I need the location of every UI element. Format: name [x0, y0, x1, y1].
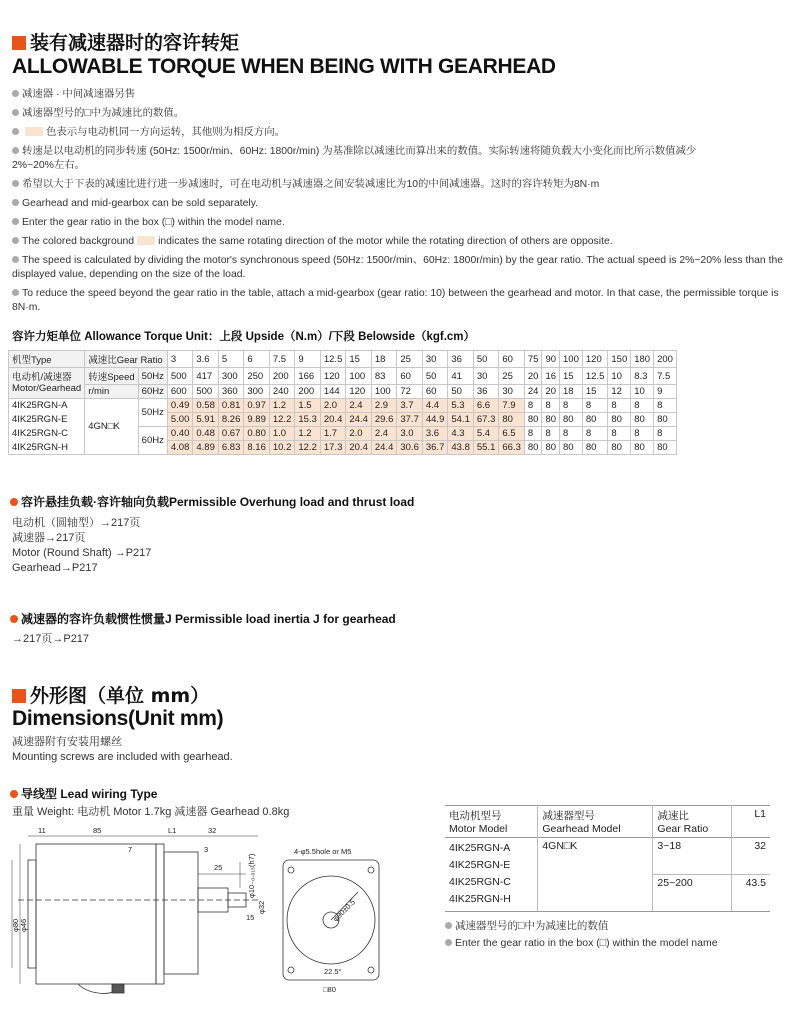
torque-60-kgf-cell: 80	[542, 441, 560, 455]
speed-50-cell: 15	[560, 368, 583, 385]
speed-60-cell: 240	[269, 385, 295, 399]
speed-60-cell: 10	[631, 385, 654, 399]
torque-60-kgf-cell: 80	[582, 441, 608, 455]
gearhead-front-view	[283, 860, 379, 980]
motor-model-header	[445, 806, 538, 838]
torque-50-nm-cell: 8	[542, 399, 560, 413]
note-4b: 2%~20%左右。	[12, 160, 86, 171]
torque-60-nm-cell: 0.67	[218, 427, 244, 441]
torque-50-nm-cell: 2.4	[346, 399, 372, 413]
note-e2-text: Enter the gear ratio in the box (□) within the model name.	[22, 217, 285, 228]
note-5	[12, 178, 792, 192]
model-table-header	[445, 806, 770, 838]
torque-50-kgf-cell: 29.6	[371, 413, 397, 427]
torque-60-kgf-cell: 4.89	[193, 441, 219, 455]
orange-dot-icon	[10, 498, 18, 506]
speed-60-cell: 36	[473, 385, 499, 399]
l1-cell-2: 43.5	[732, 875, 770, 912]
model-cell: 4IK25RGN-A	[9, 399, 85, 413]
speed-60-cell: 30	[499, 385, 525, 399]
speed-50-cell: 83	[371, 368, 397, 385]
note-3	[12, 126, 792, 140]
model-table-wrap	[445, 805, 770, 952]
torque-50-kgf-cell: 80	[560, 413, 583, 427]
motor-model: 4IK25RGN-C	[449, 876, 511, 888]
torque-60-kgf-cell: 17.3	[320, 441, 346, 455]
torque-60-nm-cell: 3.0	[397, 427, 423, 441]
note-e5-text: To reduce the speed beyond the gear ratio in the table, attach a mid-gearbox (gear ratio: 10) between the gearhead and motor. In that case, the permissible torque is 8N·m.	[12, 288, 779, 313]
torque-50-nm-cell: 0.81	[218, 399, 244, 413]
torque-50-kgf-cell: 15.3	[295, 413, 321, 427]
speed-60-cell: 300	[244, 385, 270, 399]
bullet-icon	[445, 939, 452, 946]
dim-85: 85	[93, 826, 102, 835]
overhung-refs	[12, 516, 151, 576]
dimensions-notes	[12, 735, 233, 765]
torque-60-kgf-cell: 80	[560, 441, 583, 455]
lead-title-text: 导线型 Lead wiring Type	[21, 787, 158, 801]
note-e1	[12, 197, 792, 211]
torque-50-nm-cell: 8	[631, 399, 654, 413]
torque-60-kgf-cell: 66.3	[499, 441, 525, 455]
ratio-cell: 150	[608, 351, 631, 368]
motor-gear-en: Motor/Gearhead	[12, 383, 82, 394]
torque-table	[8, 350, 677, 455]
model-cell: 4IK25RGN-C	[9, 427, 85, 441]
speed-60-cell: 100	[371, 385, 397, 399]
speed-60-row	[9, 385, 677, 399]
model-table	[445, 805, 770, 912]
overhung-ref-4: Gearhead→P217	[12, 562, 98, 574]
hz60-cell: 60Hz	[138, 427, 167, 455]
ratio-cell: 9	[295, 351, 321, 368]
speed-50-cell: 60	[397, 368, 423, 385]
torque-50-nm-cell: 0.97	[244, 399, 270, 413]
color-swatch	[137, 236, 155, 245]
speed-60-cell: 72	[397, 385, 423, 399]
torque-60-kgf-cell: 24.4	[371, 441, 397, 455]
torque-60-nm-cell: 8	[582, 427, 608, 441]
speed-50-cell: 7.5	[654, 368, 677, 385]
color-swatch	[25, 127, 43, 136]
torque-60-nm-cell: 8	[654, 427, 677, 441]
dim-phi80: φ80	[11, 918, 20, 932]
gearhead-body	[164, 852, 198, 974]
speed-50-cell: 25	[499, 368, 525, 385]
torque-60-kgf-cell: 6.83	[218, 441, 244, 455]
speed-50-cell: 8.3	[631, 368, 654, 385]
dim-32: 32	[208, 826, 217, 835]
torque-50-kgf-cell: 80	[631, 413, 654, 427]
dim-7: 7	[128, 845, 133, 854]
orange-square-icon	[12, 36, 26, 50]
overhung-title-text: 容许悬挂负载·容许轴向负载Permissible Overhung load and thrust load	[21, 495, 415, 509]
torque-60-kgf-cell: 30.6	[397, 441, 423, 455]
torque-50-nm-cell: 0.58	[193, 399, 219, 413]
gear-model-cell: 4GN□K	[538, 838, 653, 912]
lead-title	[10, 785, 157, 802]
pcd-label: φ90±0.5	[331, 897, 358, 924]
dim-3: 3	[204, 845, 209, 854]
torque-60-nm-cell: 8	[560, 427, 583, 441]
inertia-title	[10, 610, 396, 627]
torque-50-nm-cell: 8	[524, 399, 542, 413]
torque-50-kgf-cell: 54.1	[448, 413, 474, 427]
speed-50-cell: 120	[320, 368, 346, 385]
bullet-icon	[445, 922, 452, 929]
connector	[112, 984, 124, 993]
speed-60-cell: 120	[346, 385, 372, 399]
torque-60-kgf-cell: 36.7	[422, 441, 448, 455]
torque-50-kgf-cell: 24.4	[346, 413, 372, 427]
torque-50-kgf-cell: 8.26	[218, 413, 244, 427]
motor-model: 4IK25RGN-A	[449, 842, 511, 854]
gear-model-cn: 减速器型号	[542, 810, 595, 822]
torque-60-nm-cell: 5.4	[473, 427, 499, 441]
dimensions-title-en: Dimensions(Unit mm)	[12, 707, 224, 730]
torque-60-kgf-cell: 55.1	[473, 441, 499, 455]
torque-60-nm-cell: 0.80	[244, 427, 270, 441]
model-cell: 4IK25RGN-H	[9, 441, 85, 455]
dim-11: 11	[38, 826, 46, 835]
torque-row	[9, 399, 677, 413]
torque-50-nm-cell: 8	[654, 399, 677, 413]
ratio-cell: 6	[244, 351, 270, 368]
ratio-cell: 90	[542, 351, 560, 368]
footnote-2-text: Enter the gear ratio in the box (□) within the model name	[455, 937, 718, 949]
dim-L1: L1	[168, 826, 177, 835]
hz50-label: 50Hz	[138, 368, 167, 385]
torque-50-nm-cell: 1.2	[269, 399, 295, 413]
section-title-en: ALLOWABLE TORQUE WHEN BEING WITH GEARHEAD	[12, 55, 556, 78]
speed-60-cell: 600	[167, 385, 193, 399]
motor-model: 4IK25RGN-H	[449, 893, 511, 905]
motor-model-en: Motor Model	[449, 823, 508, 835]
note-2	[12, 107, 792, 121]
inertia-ref: →217页→P217	[12, 633, 90, 645]
speed-50-cell: 100	[346, 368, 372, 385]
torque-50-kgf-cell: 9.89	[244, 413, 270, 427]
note-4	[12, 145, 792, 159]
motor-gear-cn: 电动机/减速器	[12, 372, 72, 383]
torque-50-nm-cell: 5.3	[448, 399, 474, 413]
torque-50-kgf-cell: 12.2	[269, 413, 295, 427]
ratio-cell: 180	[631, 351, 654, 368]
ratio-header: 减速比Gear Ratio	[85, 351, 168, 368]
dimensions-note-en: Mounting screws are included with gearhead.	[12, 751, 233, 763]
speed-50-cell: 41	[448, 368, 474, 385]
l1-cell-1: 32	[732, 838, 770, 875]
dim-15: 15	[246, 913, 255, 922]
speed-60-cell: 15	[582, 385, 608, 399]
ratio-cell: 36	[448, 351, 474, 368]
bullet-icon	[12, 218, 19, 225]
dimension-lines	[12, 836, 258, 984]
speed-50-row	[9, 368, 677, 385]
gearhead-cell: 4GN□K	[85, 399, 138, 455]
torque-50-nm-cell: 1.5	[295, 399, 321, 413]
square-80-label: □80	[323, 985, 336, 994]
orange-dot-icon	[10, 615, 18, 623]
speed-60-cell: 60	[422, 385, 448, 399]
torque-60-nm-cell: 8	[542, 427, 560, 441]
dimension-drawing	[8, 822, 388, 1012]
motor-model-cn: 电动机型号	[449, 810, 502, 822]
motor-model: 4IK25RGN-E	[449, 859, 511, 871]
note-5-text: 希望以大于下表的减速比进行进一步减速时，可在电动机与减速器之间安装减速比为10的中间减速器。这时的容许转矩为8N·m	[22, 179, 600, 190]
note-e4b: displayed value, depending on the size of the load.	[12, 269, 246, 280]
speed-60-cell: 144	[320, 385, 346, 399]
motor-flange	[156, 844, 164, 984]
ratio-cell: 18	[371, 351, 397, 368]
ratio-cell: 120	[582, 351, 608, 368]
speed-60-cell: 50	[448, 385, 474, 399]
note-e4	[12, 254, 792, 268]
speed-60-cell: 20	[542, 385, 560, 399]
torque-table-wrap	[8, 350, 768, 455]
footnote-1-text: 减速器型号的□中为减速比的数值	[455, 920, 609, 932]
torque-60-nm-cell: 2.0	[346, 427, 372, 441]
speed-60-cell: 24	[524, 385, 542, 399]
model-footnotes	[445, 918, 770, 952]
overhung-title	[10, 493, 414, 510]
note-4a-text: 转速是以电动机的同步转速 (50Hz: 1500r/min、60Hz: 1800r/min) 为基准除以减速比而算出来的数值。实际转速将随负载大小变化而比所示数值减少	[22, 146, 697, 157]
ratio-cell: 75	[524, 351, 542, 368]
note-1-text: 减速器 · 中间减速器另售	[22, 89, 136, 100]
torque-60-kgf-cell: 43.8	[448, 441, 474, 455]
torque-60-kgf-cell: 20.4	[346, 441, 372, 455]
torque-60-nm-cell: 0.48	[193, 427, 219, 441]
ratio-cell-1: 3~18	[653, 838, 732, 875]
torque-50-kgf-cell: 80	[608, 413, 631, 427]
hz50-cell: 50Hz	[138, 399, 167, 427]
torque-50-nm-cell: 8	[608, 399, 631, 413]
gear-model-header	[538, 806, 653, 838]
torque-60-nm-cell: 8	[631, 427, 654, 441]
torque-50-nm-cell: 3.7	[397, 399, 423, 413]
speed-60-cell: 18	[560, 385, 583, 399]
torque-50-kgf-cell: 5.00	[167, 413, 193, 427]
bullet-icon	[12, 90, 19, 97]
bullet-icon	[12, 180, 19, 187]
torque-50-kgf-cell: 80	[524, 413, 542, 427]
gear-ratio-cn: 减速比	[657, 810, 689, 822]
note-e3	[12, 235, 792, 249]
torque-50-kgf-cell: 80	[499, 413, 525, 427]
torque-60-nm-cell: 1.0	[269, 427, 295, 441]
gear-model-en: Gearhead Model	[542, 823, 621, 835]
torque-50-kgf-cell: 80	[542, 413, 560, 427]
note-e3a-text: The colored background	[22, 236, 135, 247]
dimensions-title-cn	[12, 681, 209, 708]
note-e4a-text: The speed is calculated by dividing the motor's synchronous speed (50Hz: 1500r/min、60Hz: 1800r/min) by the gear ratio. The actual speed is 2%~20% less than the	[22, 255, 784, 266]
note-e1-text: Gearhead and mid-gearbox can be sold separately.	[22, 198, 259, 209]
torque-50-kgf-cell: 37.7	[397, 413, 423, 427]
speed-50-cell: 250	[244, 368, 270, 385]
note-2-text: 减速器型号的□中为减速比的数值。	[22, 108, 185, 119]
inertia-title-text: 减速器的容许负载惯性惯量J Permissible load inertia J for gearhead	[21, 612, 396, 626]
speed-60-cell: 360	[218, 385, 244, 399]
speed-60-cell: 9	[654, 385, 677, 399]
dimensions-note-cn: 减速器附有安装用螺丝	[12, 736, 122, 748]
ratio-cell: 30	[422, 351, 448, 368]
torque-60-kgf-cell: 80	[654, 441, 677, 455]
torque-60-kgf-cell: 4.08	[167, 441, 193, 455]
speed-50-cell: 20	[524, 368, 542, 385]
torque-60-kgf-cell: 80	[631, 441, 654, 455]
motor-models-cell	[445, 838, 538, 912]
torque-60-nm-cell: 3.6	[422, 427, 448, 441]
speed-50-cell: 50	[422, 368, 448, 385]
torque-50-kgf-cell: 67.3	[473, 413, 499, 427]
torque-50-nm-cell: 7.9	[499, 399, 525, 413]
speed-50-cell: 200	[269, 368, 295, 385]
note-1	[12, 88, 792, 102]
speed-50-cell: 166	[295, 368, 321, 385]
torque-60-nm-cell: 8	[608, 427, 631, 441]
dimensions-title-cn-text: 外形图（单位 mm）	[30, 685, 210, 707]
dim-phi10: φ10₋₀.₀₁₅(h7)	[247, 853, 256, 898]
ratio-cell: 5	[218, 351, 244, 368]
speed-60-cell: 200	[295, 385, 321, 399]
torque-60-nm-cell: 4.3	[448, 427, 474, 441]
ratio-cell: 3	[167, 351, 193, 368]
footnote-2	[445, 935, 770, 952]
ratio-cell: 200	[654, 351, 677, 368]
speed-50-cell: 500	[167, 368, 193, 385]
speed-50-cell: 12.5	[582, 368, 608, 385]
speed-50-cell: 300	[218, 368, 244, 385]
ratio-cell: 100	[560, 351, 583, 368]
torque-50-kgf-cell: 44.9	[422, 413, 448, 427]
motor-gear-header	[9, 368, 85, 399]
torque-60-kgf-cell: 12.2	[295, 441, 321, 455]
ratio-cell: 25	[397, 351, 423, 368]
torque-50-nm-cell: 2.9	[371, 399, 397, 413]
speed-50-cell: 10	[608, 368, 631, 385]
overhung-ref-1: 电动机（圆轴型）→217页	[12, 517, 141, 529]
ratio-row	[9, 351, 677, 368]
bullet-icon	[12, 289, 19, 296]
torque-50-nm-cell: 2.0	[320, 399, 346, 413]
torque-50-kgf-cell: 80	[654, 413, 677, 427]
torque-60-kgf-cell: 10.2	[269, 441, 295, 455]
overhung-ref-2: 减速器→217页	[12, 532, 86, 544]
angle-label: 22.5°	[324, 967, 342, 976]
note-3-text: 色表示与电动机同一方向运转，其他则为相反方向。	[46, 127, 285, 138]
speed-50-cell: 30	[473, 368, 499, 385]
bullet-icon	[12, 128, 19, 135]
torque-60-nm-cell: 2.4	[371, 427, 397, 441]
bullet-icon	[12, 109, 19, 116]
l1-header: L1	[754, 808, 766, 820]
note-e3b-text: indicates the same rotating direction of the motor while the rotating direction of others are opposite.	[158, 236, 613, 247]
notes-block	[12, 88, 792, 315]
section-title-cn	[12, 28, 239, 55]
torque-60-kgf-cell: 80	[524, 441, 542, 455]
speed-50-cell: 16	[542, 368, 560, 385]
model-header: 机型Type	[9, 351, 85, 368]
dim-25: 25	[214, 863, 223, 872]
ratio-cell: 50	[473, 351, 499, 368]
torque-60-nm-cell: 6.5	[499, 427, 525, 441]
speed-header: 转速Speed	[85, 368, 138, 385]
note-e5	[12, 287, 792, 315]
torque-50-nm-cell: 8	[582, 399, 608, 413]
dim-phi46: φ46	[19, 918, 28, 932]
torque-60-kgf-cell: 80	[608, 441, 631, 455]
ratio-cell: 7.5	[269, 351, 295, 368]
torque-60-nm-cell: 0.40	[167, 427, 193, 441]
bullet-icon	[12, 199, 19, 206]
torque-50-kgf-cell: 20.4	[320, 413, 346, 427]
speed-50-cell: 417	[193, 368, 219, 385]
bullet-icon	[12, 256, 19, 263]
note-e2	[12, 216, 792, 230]
ratio-cell: 15	[346, 351, 372, 368]
ratio-cell-2: 25~200	[653, 875, 732, 912]
torque-50-kgf-cell: 80	[582, 413, 608, 427]
ratio-cell: 3.6	[193, 351, 219, 368]
orange-dot-icon	[10, 790, 18, 798]
torque-60-nm-cell: 8	[524, 427, 542, 441]
title-cn-text: 装有减速器时的容许转矩	[30, 32, 240, 54]
bullet-icon	[12, 147, 19, 154]
dim-phi32: φ32	[257, 900, 266, 914]
hole-label: 4-φ5.5hole or M5	[294, 847, 352, 856]
torque-60-nm-cell: 1.2	[295, 427, 321, 441]
rmin-label: r/min	[85, 385, 138, 399]
torque-50-kgf-cell: 5.91	[193, 413, 219, 427]
torque-50-nm-cell: 8	[560, 399, 583, 413]
ratio-cell: 60	[499, 351, 525, 368]
speed-60-cell: 500	[193, 385, 219, 399]
torque-60-kgf-cell: 8.16	[244, 441, 270, 455]
torque-50-nm-cell: 4.4	[422, 399, 448, 413]
orange-square-icon	[12, 689, 26, 703]
model-cell: 4IK25RGN-E	[9, 413, 85, 427]
torque-50-nm-cell: 6.6	[473, 399, 499, 413]
ratio-cell: 12.5	[320, 351, 346, 368]
overhung-ref-3: Motor (Round Shaft) →P217	[12, 547, 152, 559]
bullet-icon	[12, 237, 19, 244]
lead-weight: 重量 Weight: 电动机 Motor 1.7kg 减速器 Gearhead 0.8kg	[12, 806, 290, 818]
hz60-label: 60Hz	[138, 385, 167, 399]
speed-60-cell: 12	[608, 385, 631, 399]
motor-endcap	[28, 860, 36, 968]
gear-ratio-en: Gear Ratio	[657, 823, 709, 835]
motor-body	[36, 844, 156, 984]
torque-50-nm-cell: 0.49	[167, 399, 193, 413]
gear-ratio-header	[653, 806, 732, 838]
torque-60-nm-cell: 1.7	[320, 427, 346, 441]
footnote-1	[445, 918, 770, 935]
torque-unit-label: 容许力矩单位 Allowance Torque Unit：上段 Upside（N.m）/下段 Belowside（kgf.cm）	[12, 331, 476, 343]
